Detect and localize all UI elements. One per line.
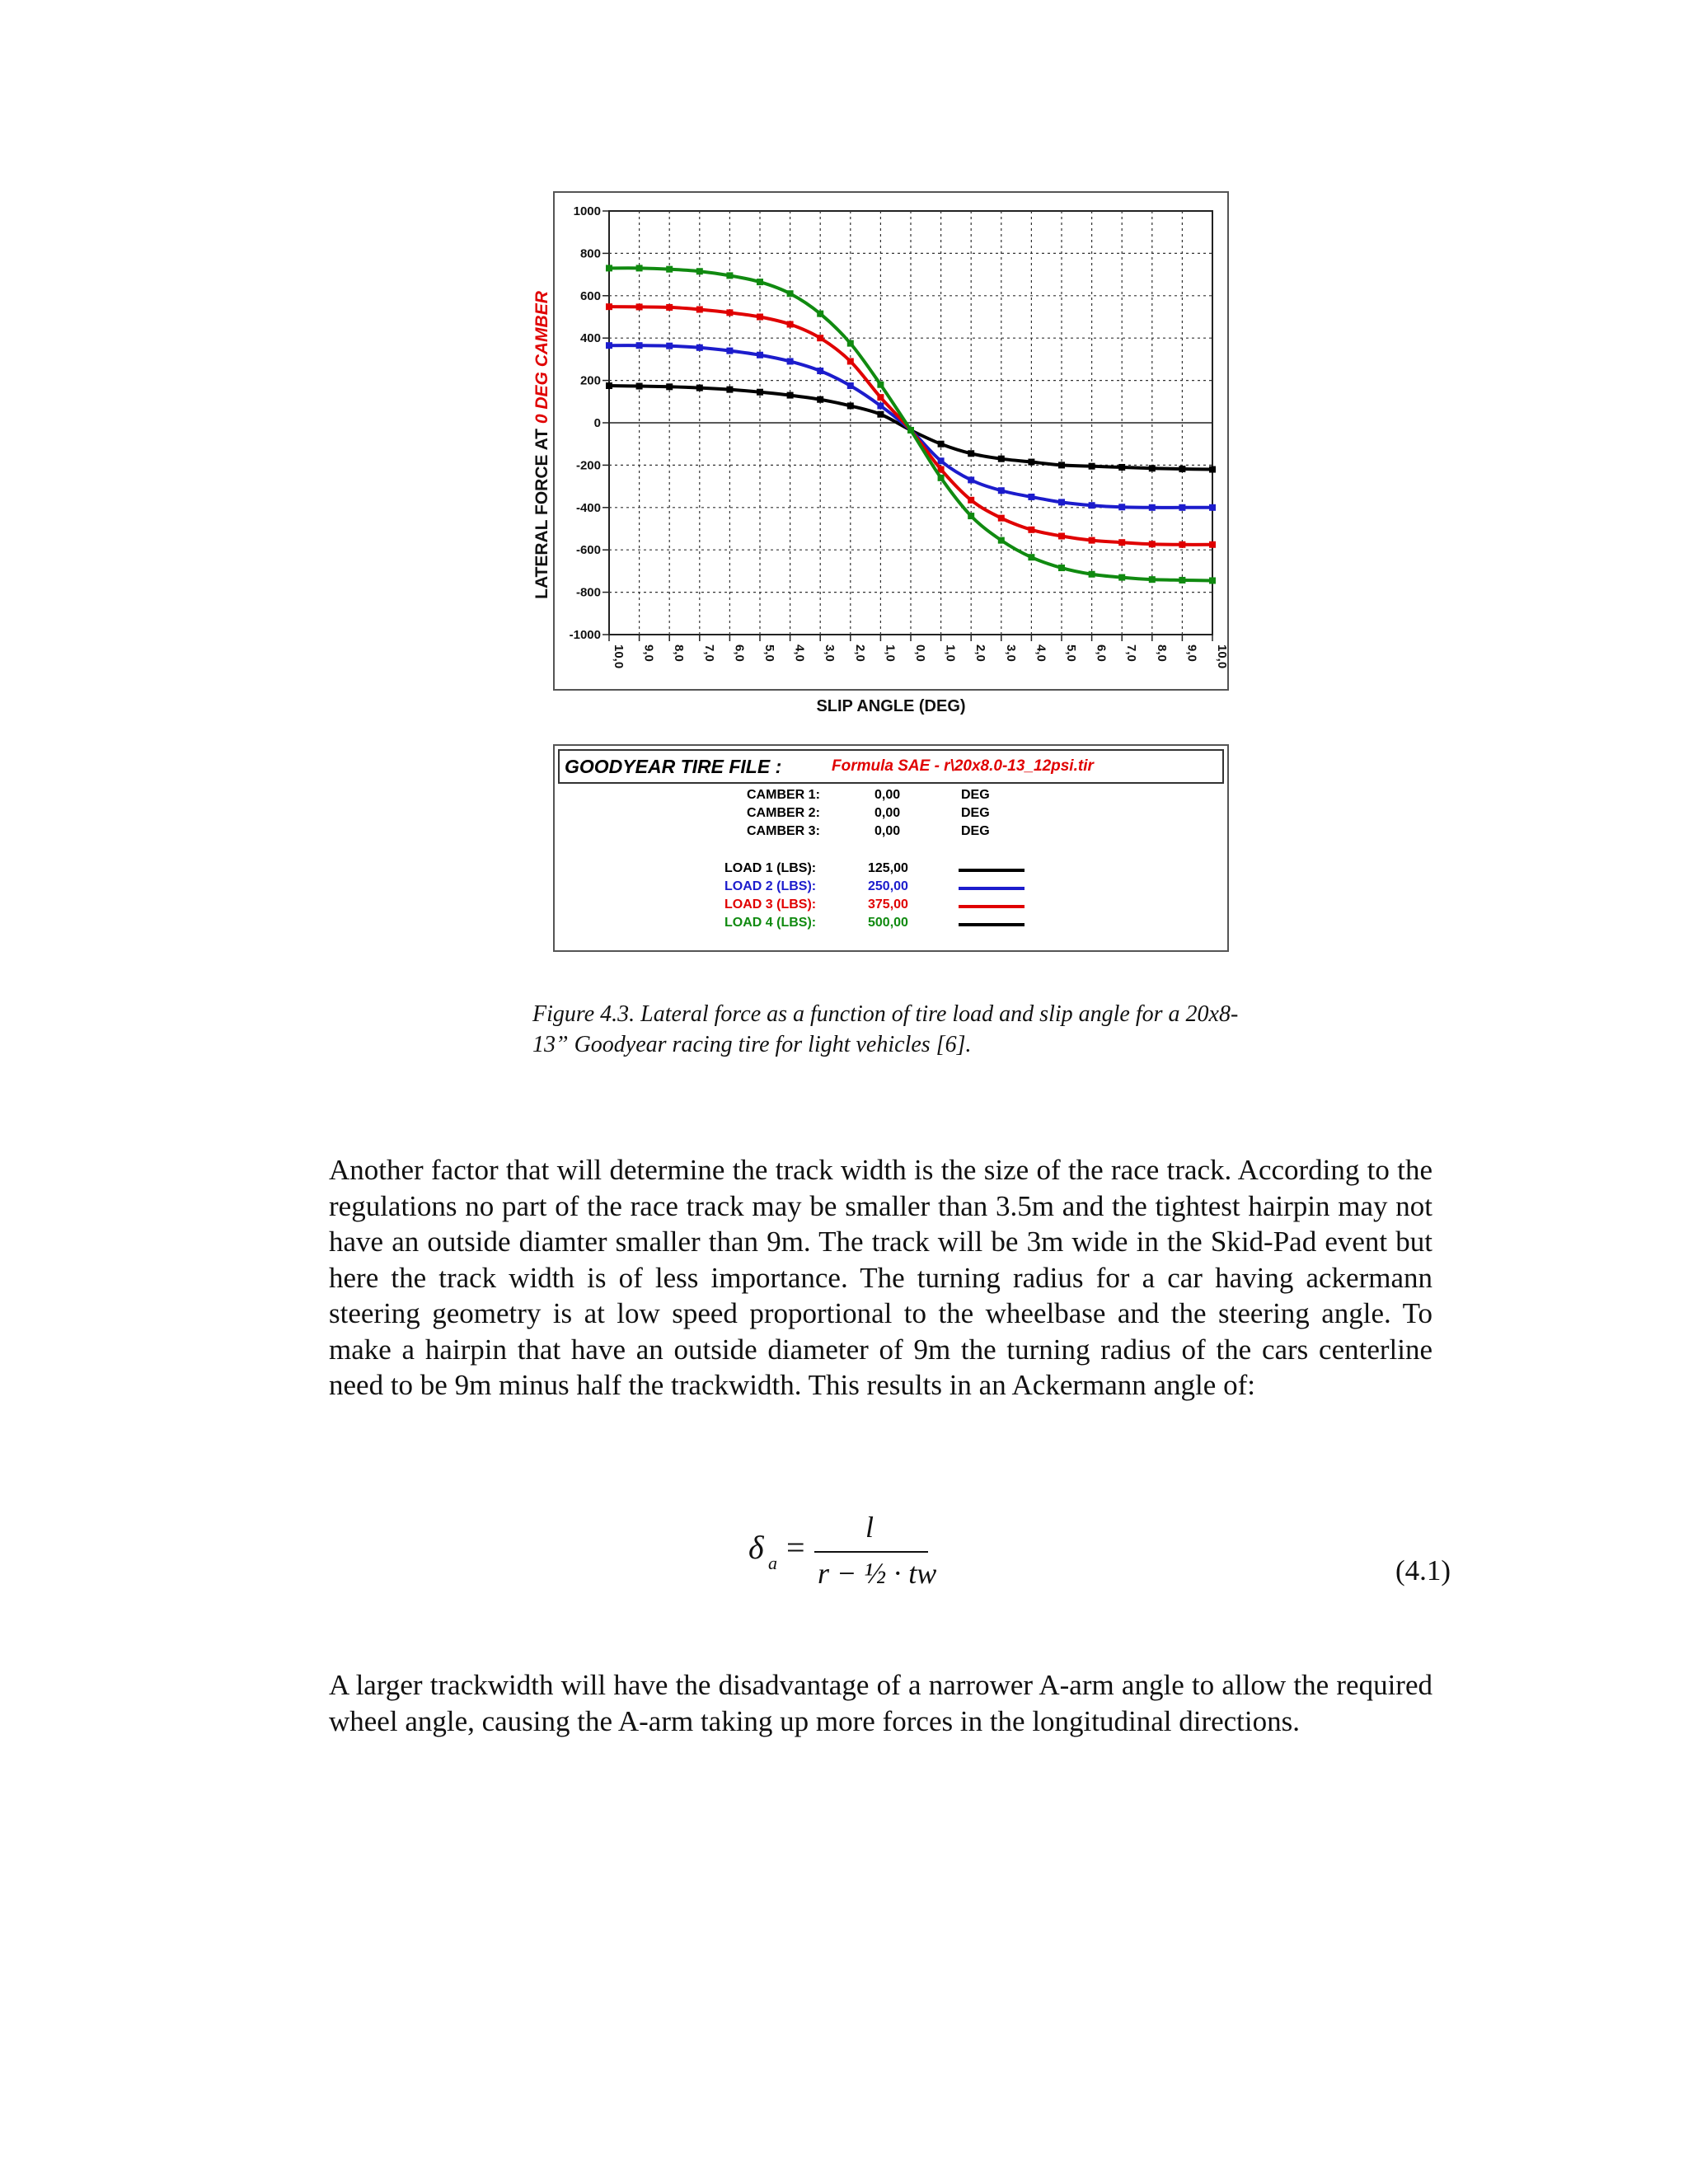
x-tick-label: 2,0 bbox=[973, 644, 988, 662]
data-point-load-1 bbox=[998, 456, 1005, 462]
data-point-load-4 bbox=[817, 311, 823, 317]
load-2-legend-line bbox=[959, 887, 1025, 890]
data-point-load-1 bbox=[787, 392, 794, 399]
data-point-load-2 bbox=[1089, 502, 1095, 509]
equation-fraction-bar bbox=[814, 1551, 928, 1553]
data-point-load-2 bbox=[998, 487, 1005, 494]
data-point-load-4 bbox=[787, 290, 794, 297]
data-point-load-1 bbox=[1118, 464, 1125, 471]
data-point-load-2 bbox=[877, 402, 884, 409]
data-point-load-3 bbox=[606, 303, 612, 310]
data-point-load-3 bbox=[666, 304, 673, 311]
data-point-load-2 bbox=[847, 382, 854, 389]
x-tick-label: 0,0 bbox=[913, 644, 927, 662]
paragraph-a-arm: A larger trackwidth will have the disadvantage of a narrower A-arm angle to allow the required wheel angle, causing the A-arm taking up more forces in the longitudinal directions. bbox=[329, 1669, 1432, 1737]
data-point-load-2 bbox=[666, 343, 673, 349]
tire-file-header bbox=[558, 749, 1224, 784]
lateral-force-chart bbox=[555, 193, 1227, 689]
data-point-load-2 bbox=[696, 344, 703, 351]
data-point-load-1 bbox=[938, 441, 945, 448]
load-3-value: 375,00 bbox=[868, 898, 908, 912]
y-axis-label bbox=[518, 280, 567, 610]
x-axis-label: SLIP ANGLE (DEG) bbox=[816, 697, 966, 715]
data-point-load-4 bbox=[877, 382, 884, 388]
data-point-load-4 bbox=[938, 475, 945, 481]
data-point-load-2 bbox=[1179, 504, 1185, 511]
equation-number: (4.1) bbox=[1395, 1554, 1451, 1586]
x-tick-label: 5,0 bbox=[762, 644, 776, 662]
load-4-label: LOAD 4 (LBS): bbox=[724, 916, 817, 930]
tire-file-name: Formula SAE - r\20x8.0-13_12psi.tir bbox=[832, 757, 1094, 775]
y-tick-label: 0 bbox=[593, 416, 601, 430]
data-point-load-4 bbox=[636, 265, 643, 271]
x-tick-label: 3,0 bbox=[1003, 644, 1018, 662]
load-1-label: LOAD 1 (LBS): bbox=[724, 861, 817, 875]
data-point-load-3 bbox=[998, 515, 1005, 522]
camber-2-label: CAMBER 2: bbox=[747, 806, 820, 820]
data-point-load-1 bbox=[968, 450, 974, 457]
x-tick-label: 7,0 bbox=[701, 644, 716, 662]
data-point-load-4 bbox=[998, 537, 1005, 544]
load-1-value: 125,00 bbox=[868, 861, 908, 875]
data-point-load-3 bbox=[636, 303, 643, 310]
data-point-load-4 bbox=[666, 266, 673, 273]
data-point-load-2 bbox=[1209, 504, 1216, 511]
y-tick-label: 200 bbox=[579, 373, 601, 388]
equation-equals: = bbox=[786, 1529, 805, 1566]
data-point-load-3 bbox=[877, 394, 884, 401]
data-point-load-3 bbox=[1209, 541, 1216, 548]
data-point-load-1 bbox=[1028, 459, 1034, 466]
data-point-load-1 bbox=[666, 383, 673, 390]
figure-caption: Figure 4.3. Lateral force as a function of tire load and slip angle for a 20x8-13” Goodyear racing tire for light vehicles [6]. bbox=[532, 1001, 1239, 1057]
data-point-load-3 bbox=[968, 497, 974, 504]
data-point-load-4 bbox=[847, 340, 854, 347]
data-point-load-2 bbox=[1028, 494, 1034, 500]
equation-lhs: δ bbox=[748, 1529, 764, 1566]
equation-denominator: r − ½ · tw bbox=[818, 1557, 937, 1590]
data-point-load-1 bbox=[877, 411, 884, 418]
camber-2-unit: DEG bbox=[961, 806, 990, 820]
data-point-load-1 bbox=[726, 387, 733, 393]
x-tick-label: 10,0 bbox=[612, 644, 626, 669]
camber-2-value: 0,00 bbox=[874, 806, 901, 820]
tire-file-title: GOODYEAR TIRE FILE : bbox=[565, 756, 782, 777]
data-point-load-2 bbox=[787, 358, 794, 364]
x-tick-label: 8,0 bbox=[672, 644, 687, 662]
camber-3-label: CAMBER 3: bbox=[747, 824, 820, 838]
x-tick-label: 1,0 bbox=[883, 644, 898, 662]
data-point-load-1 bbox=[847, 402, 854, 409]
x-tick-label: 10,0 bbox=[1215, 644, 1229, 669]
data-point-load-4 bbox=[1058, 565, 1065, 571]
data-point-load-3 bbox=[1028, 527, 1034, 533]
data-point-load-1 bbox=[1179, 466, 1185, 472]
data-point-load-2 bbox=[606, 342, 612, 349]
data-point-load-2 bbox=[726, 348, 733, 354]
camber-3-value: 0,00 bbox=[874, 824, 901, 838]
data-point-load-4 bbox=[1149, 576, 1156, 583]
load-3-legend-line bbox=[959, 905, 1025, 908]
camber-1-unit: DEG bbox=[961, 788, 990, 802]
camber-1-value: 0,00 bbox=[874, 788, 901, 802]
load-4-value: 500,00 bbox=[868, 916, 908, 930]
x-tick-label: 4,0 bbox=[1034, 644, 1048, 662]
data-point-load-3 bbox=[787, 321, 794, 327]
data-point-load-3 bbox=[696, 307, 703, 313]
data-point-load-4 bbox=[1179, 577, 1185, 583]
data-point-load-4 bbox=[726, 272, 733, 279]
y-tick-label: -400 bbox=[575, 500, 601, 515]
data-point-load-4 bbox=[968, 513, 974, 519]
equation-4-1 bbox=[742, 1511, 1451, 1605]
data-point-load-2 bbox=[938, 457, 945, 464]
load-4-legend-line bbox=[959, 923, 1025, 926]
data-point-load-2 bbox=[817, 368, 823, 374]
x-tick-label: 5,0 bbox=[1064, 644, 1078, 662]
data-point-load-2 bbox=[636, 342, 643, 349]
x-tick-label: 4,0 bbox=[792, 644, 807, 662]
data-point-load-2 bbox=[1149, 504, 1156, 511]
x-tick-label: 2,0 bbox=[852, 644, 867, 662]
data-point-load-3 bbox=[1118, 539, 1125, 546]
data-point-load-4 bbox=[757, 279, 763, 285]
y-axis-label-text: LATERAL FORCE AT bbox=[532, 429, 551, 599]
data-point-load-4 bbox=[1209, 577, 1216, 583]
y-tick-label: -1000 bbox=[569, 628, 601, 642]
x-tick-label: 9,0 bbox=[641, 644, 656, 662]
x-tick-label: 6,0 bbox=[732, 644, 747, 662]
y-tick-label: -200 bbox=[575, 458, 601, 473]
data-point-load-4 bbox=[1028, 554, 1034, 560]
data-point-load-1 bbox=[1209, 466, 1216, 473]
data-point-load-1 bbox=[606, 382, 612, 389]
x-tick-label: 9,0 bbox=[1184, 644, 1199, 662]
equation-lhs-subscript: a bbox=[768, 1553, 777, 1573]
data-point-load-3 bbox=[1149, 541, 1156, 547]
data-point-load-3 bbox=[726, 309, 733, 316]
data-point-load-3 bbox=[847, 358, 854, 364]
data-point-load-4 bbox=[907, 427, 914, 434]
data-point-load-1 bbox=[636, 383, 643, 390]
y-tick-label: 800 bbox=[579, 246, 601, 261]
load-2-value: 250,00 bbox=[868, 879, 908, 893]
tire-file-info-box bbox=[553, 744, 1229, 952]
data-point-load-1 bbox=[757, 389, 763, 396]
y-tick-label: -800 bbox=[575, 585, 601, 600]
data-point-load-1 bbox=[817, 396, 823, 403]
chart-frame bbox=[553, 191, 1229, 691]
y-tick-label: -600 bbox=[575, 543, 601, 558]
data-point-load-2 bbox=[1058, 499, 1065, 505]
camber-3-unit: DEG bbox=[961, 824, 990, 838]
paragraph-track-width: Another factor that will determine the track width is the size of the race track. According to the regulations no part of the race track may be smaller than 3.5m and the tightest hairpin may not have an outside diamter smaller than 9m. The track will be 3m wide in the Skid-Pad event but here the track width is of less importance. The turning radius for a car having ackermann steering geometry is at low speed proportional to the wheelbase and the steering angle. To make a hairpin that have an outside diameter of 9m the turning radius of the cars centerline need to be 9m minus half the trackwidth. This results in an Ackermann angle of: bbox=[329, 1154, 1432, 1401]
data-point-load-4 bbox=[696, 268, 703, 274]
load-2-label: LOAD 2 (LBS): bbox=[724, 879, 817, 893]
y-tick-label: 400 bbox=[579, 331, 601, 346]
camber-1-label: CAMBER 1: bbox=[747, 788, 820, 802]
data-point-load-2 bbox=[1118, 504, 1125, 510]
data-point-load-3 bbox=[817, 335, 823, 341]
y-tick-label: 600 bbox=[579, 288, 601, 303]
data-point-load-1 bbox=[1058, 462, 1065, 468]
load-3-label: LOAD 3 (LBS): bbox=[724, 898, 817, 912]
y-axis-label-camber: 0 DEG CAMBER bbox=[532, 291, 551, 424]
data-point-load-1 bbox=[1089, 463, 1095, 470]
data-point-load-4 bbox=[606, 265, 612, 271]
x-tick-label: 7,0 bbox=[1124, 644, 1139, 662]
x-tick-label: 3,0 bbox=[823, 644, 837, 662]
data-point-load-4 bbox=[1089, 571, 1095, 578]
equation-numerator: l bbox=[865, 1511, 874, 1544]
data-point-load-3 bbox=[1089, 537, 1095, 544]
data-point-load-3 bbox=[757, 314, 763, 321]
y-tick-label: 1000 bbox=[573, 204, 601, 218]
data-point-load-2 bbox=[968, 476, 974, 483]
data-point-load-2 bbox=[757, 352, 763, 359]
data-point-load-3 bbox=[1058, 532, 1065, 539]
x-tick-label: 8,0 bbox=[1154, 644, 1169, 662]
x-tick-label: 6,0 bbox=[1094, 644, 1109, 662]
data-point-load-3 bbox=[1179, 541, 1185, 548]
x-tick-label: 1,0 bbox=[943, 644, 958, 662]
data-point-load-1 bbox=[696, 385, 703, 391]
load-1-legend-line bbox=[959, 869, 1025, 872]
data-point-load-1 bbox=[1149, 465, 1156, 471]
data-point-load-4 bbox=[1118, 574, 1125, 581]
